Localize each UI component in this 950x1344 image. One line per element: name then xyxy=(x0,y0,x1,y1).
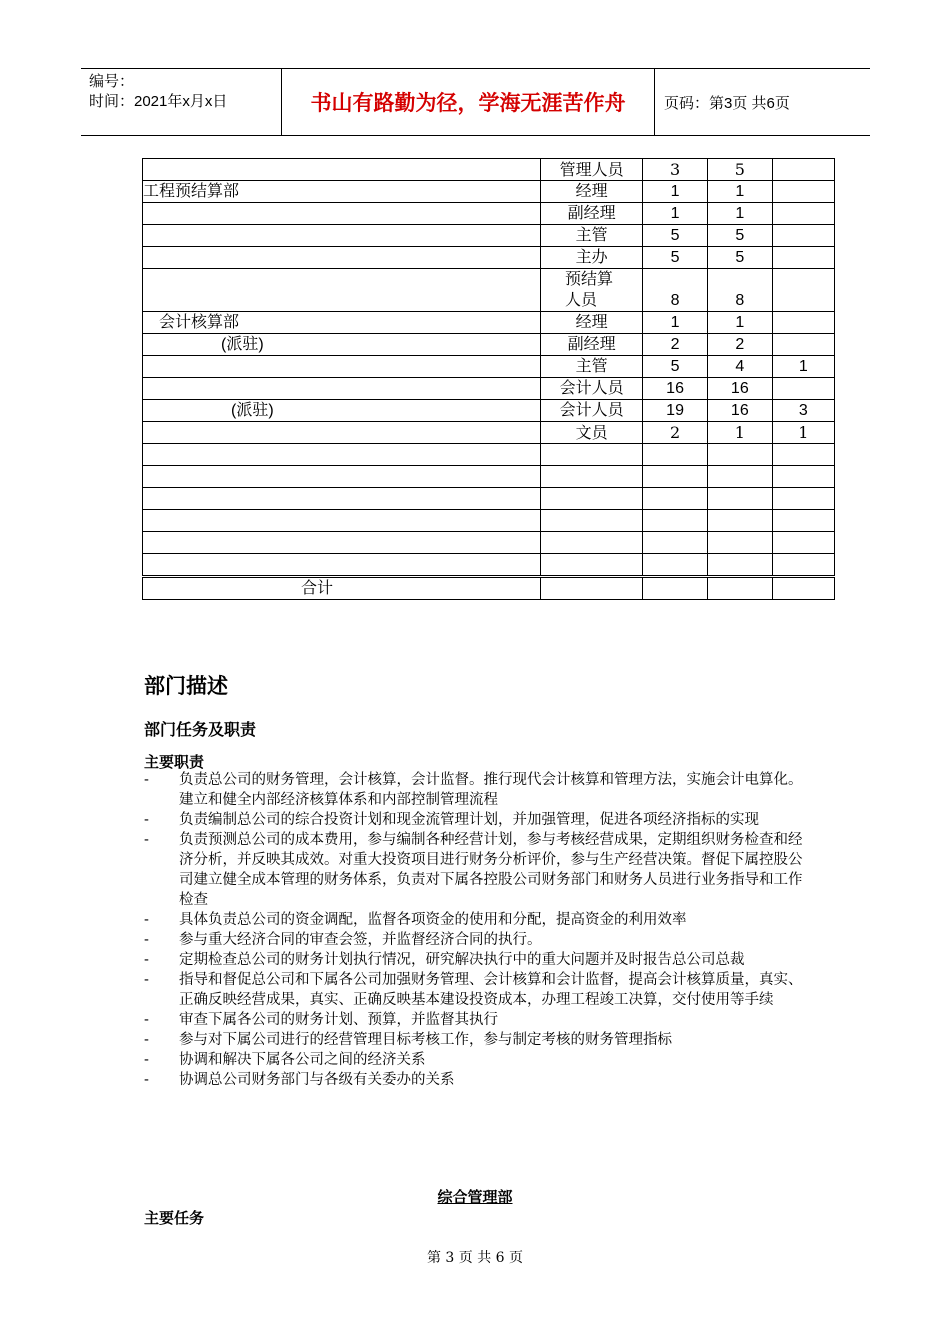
count-a-cell xyxy=(643,488,708,510)
count-b-cell xyxy=(707,510,772,532)
role-cell xyxy=(541,554,643,577)
bullet-dash: - xyxy=(144,972,149,988)
role-cell: 经理 xyxy=(541,312,643,334)
count-c-cell xyxy=(772,225,834,247)
count-c-cell xyxy=(772,488,834,510)
role-cell: 主办 xyxy=(541,247,643,269)
bullet-dash: - xyxy=(144,1012,149,1028)
dept-cell xyxy=(143,422,541,444)
count-a-cell: 3 xyxy=(643,159,708,181)
duty-item xyxy=(144,810,814,830)
table-row xyxy=(143,334,835,356)
document-date: 时间：2021年x月x日 xyxy=(89,93,228,110)
count-a-cell: 5 xyxy=(643,247,708,269)
dept-cell xyxy=(143,554,541,577)
duty-item xyxy=(144,770,814,810)
count-c-cell xyxy=(772,312,834,334)
dept-cell xyxy=(143,159,541,181)
count-b-cell: 1 xyxy=(707,203,772,225)
count-c-cell xyxy=(772,466,834,488)
duty-text: 协调和解决下属各公司之间的经济关系 xyxy=(179,1052,426,1068)
section-title: 部门描述 xyxy=(144,675,228,698)
count-c-cell xyxy=(772,269,834,312)
count-c-cell xyxy=(772,510,834,532)
count-b-cell xyxy=(707,444,772,466)
duty-item xyxy=(144,910,814,930)
page-header xyxy=(81,68,870,136)
header-motto: 书山有路勤为径，学海无涯苦作舟 xyxy=(282,69,655,135)
count-a-cell xyxy=(643,510,708,532)
duty-text: 负责编制总公司的综合投资计划和现金流管理计划，并加强管理，促进各项经济指标的实现 xyxy=(179,812,759,828)
dept-cell xyxy=(143,466,541,488)
table-row xyxy=(143,488,835,510)
dept-cell xyxy=(143,247,541,269)
bullet-dash: - xyxy=(144,952,149,968)
duty-item xyxy=(144,1030,814,1050)
table-row xyxy=(143,400,835,422)
table-row xyxy=(143,466,835,488)
table-row xyxy=(143,378,835,400)
count-b-cell xyxy=(707,554,772,577)
table-row xyxy=(143,356,835,378)
role-cell xyxy=(541,510,643,532)
count-b-cell: 1 xyxy=(707,312,772,334)
duty-text: 指导和督促总公司和下属各公司加强财务管理、会计核算和会计监督，提高会计核算质量，真实、正确反映经营成果，真实、正确反映基本建设投资成本，办理工程竣工决算，交付使用等手续 xyxy=(179,972,803,1008)
total-row xyxy=(143,577,835,600)
total-cell xyxy=(643,577,708,600)
role-cell xyxy=(541,532,643,554)
section-subtitle: 部门任务及职责 xyxy=(144,722,257,739)
dept-cell xyxy=(143,444,541,466)
role-cell: 管理人员 xyxy=(541,159,643,181)
duty-item xyxy=(144,1050,814,1070)
count-a-cell: 8 xyxy=(643,269,708,312)
duty-text: 协调总公司财务部门与各级有关委办的关系 xyxy=(179,1072,455,1088)
table-row xyxy=(143,269,835,312)
dept-heading-text: 综合管理部 xyxy=(437,1188,513,1206)
role-cell: 副经理 xyxy=(541,334,643,356)
count-b-cell: 5 xyxy=(707,247,772,269)
duty-item xyxy=(144,1070,814,1090)
dept-cell xyxy=(143,378,541,400)
dept-cell xyxy=(143,269,541,312)
duty-text: 具体负责总公司的资金调配，监督各项资金的使用和分配，提高资金的利用效率 xyxy=(179,912,687,928)
total-cell xyxy=(707,577,772,600)
count-a-cell xyxy=(643,466,708,488)
role-cell: 会计人员 xyxy=(541,400,643,422)
count-a-cell xyxy=(643,554,708,577)
table-row xyxy=(143,554,835,577)
count-b-cell: 16 xyxy=(707,378,772,400)
bullet-dash: - xyxy=(144,932,149,948)
role-cell: 会计人员 xyxy=(541,378,643,400)
duty-text: 审查下属各公司的财务计划、预算，并监督其执行 xyxy=(179,1012,498,1028)
dept-heading xyxy=(0,1186,950,1207)
dept-cell xyxy=(143,510,541,532)
dept-cell: 工程预结算部 xyxy=(143,181,541,203)
bullet-dash: - xyxy=(144,1032,149,1048)
total-cell xyxy=(772,577,834,600)
count-a-cell: 1 xyxy=(643,203,708,225)
duty-text: 负责总公司的财务管理，会计核算，会计监督。推行现代会计核算和管理方法，实施会计电算化。建立和健全内部经济核算体系和内部控制管理流程 xyxy=(179,772,803,808)
count-a-cell: 19 xyxy=(643,400,708,422)
role-cell: 文员 xyxy=(541,422,643,444)
duty-item xyxy=(144,930,814,950)
count-c-cell xyxy=(772,159,834,181)
total-cell xyxy=(541,577,643,600)
dept-cell xyxy=(143,532,541,554)
role-cell xyxy=(541,488,643,510)
duty-item xyxy=(144,830,814,910)
header-page-number: 页码：第3页 共6页 xyxy=(664,94,790,112)
count-b-cell: 1 xyxy=(707,181,772,203)
count-c-cell xyxy=(772,247,834,269)
dept-cell xyxy=(143,488,541,510)
bullet-dash: - xyxy=(144,1052,149,1068)
task-heading: 主要任务 xyxy=(144,1209,205,1227)
duty-text: 参与对下属公司进行的经营管理目标考核工作，参与制定考核的财务管理指标 xyxy=(179,1032,672,1048)
count-b-cell xyxy=(707,488,772,510)
duty-item xyxy=(144,950,814,970)
count-a-cell: 16 xyxy=(643,378,708,400)
dept-cell: (派驻) xyxy=(143,400,541,422)
count-b-cell: 16 xyxy=(707,400,772,422)
table-row xyxy=(143,312,835,334)
table-row xyxy=(143,444,835,466)
count-b-cell: 4 xyxy=(707,356,772,378)
count-c-cell: 1 xyxy=(772,356,834,378)
bullet-dash: - xyxy=(144,912,149,928)
count-c-cell xyxy=(772,532,834,554)
role-cell: 副经理 xyxy=(541,203,643,225)
table-row xyxy=(143,510,835,532)
count-b-cell: 5 xyxy=(707,225,772,247)
role-cell xyxy=(541,444,643,466)
role-cell: 预结算人员 xyxy=(541,269,643,312)
duty-text: 负责预测总公司的成本费用，参与编制各种经营计划，参与考核经营成果，定期组织财务检查和经济分析，并反映其成效。对重大投资项目进行财务分析评价，参与生产经营决策。督促下属控股公司建立健全成本管理的财务体系，负责对下属各控股公司财务部门和财务人员进行业务指导和工作检查 xyxy=(179,832,803,908)
table-row xyxy=(143,203,835,225)
count-b-cell xyxy=(707,532,772,554)
dept-cell: 会计核算部 xyxy=(143,312,541,334)
count-a-cell xyxy=(643,532,708,554)
total-label: 合计 xyxy=(143,577,541,600)
count-a-cell: 1 xyxy=(643,181,708,203)
dept-cell xyxy=(143,225,541,247)
role-cell: 经理 xyxy=(541,181,643,203)
count-c-cell xyxy=(772,444,834,466)
count-a-cell: 2 xyxy=(643,334,708,356)
document-number: 编号： xyxy=(89,73,135,90)
count-b-cell: 5 xyxy=(707,159,772,181)
table-row xyxy=(143,247,835,269)
count-a-cell: 5 xyxy=(643,356,708,378)
role-cell: 主管 xyxy=(541,225,643,247)
role-cell: 主管 xyxy=(541,356,643,378)
bullet-dash: - xyxy=(144,772,149,788)
table-row xyxy=(143,422,835,444)
main-duty-heading: 主要职责 xyxy=(144,753,205,771)
count-c-cell xyxy=(772,203,834,225)
role-cell xyxy=(541,466,643,488)
dept-cell xyxy=(143,203,541,225)
count-c-cell: 1 xyxy=(772,422,834,444)
duty-text: 参与重大经济合同的审查会签，并监督经济合同的执行。 xyxy=(179,932,542,948)
staffing-table xyxy=(142,158,835,600)
bullet-dash: - xyxy=(144,832,149,848)
count-a-cell xyxy=(643,444,708,466)
dept-cell: (派驻) xyxy=(143,334,541,356)
count-c-cell xyxy=(772,554,834,577)
table-row xyxy=(143,532,835,554)
table-row xyxy=(143,225,835,247)
count-b-cell: 8 xyxy=(707,269,772,312)
bullet-dash: - xyxy=(144,812,149,828)
duty-item xyxy=(144,1010,814,1030)
table-row xyxy=(143,159,835,181)
dept-cell xyxy=(143,356,541,378)
count-a-cell: 1 xyxy=(643,312,708,334)
count-c-cell xyxy=(772,378,834,400)
count-a-cell: 2 xyxy=(643,422,708,444)
page-footer: 第 3 页 共 6 页 xyxy=(426,1250,524,1266)
count-b-cell: 1 xyxy=(707,422,772,444)
duty-text: 定期检查总公司的财务计划执行情况，研究解决执行中的重大问题并及时报告总公司总裁 xyxy=(179,952,745,968)
count-a-cell: 5 xyxy=(643,225,708,247)
table-row xyxy=(143,181,835,203)
count-c-cell xyxy=(772,334,834,356)
count-b-cell xyxy=(707,466,772,488)
duty-list xyxy=(144,770,814,1090)
bullet-dash: - xyxy=(144,1072,149,1088)
header-meta xyxy=(81,69,282,135)
count-c-cell xyxy=(772,181,834,203)
count-c-cell: 3 xyxy=(772,400,834,422)
duty-item xyxy=(144,970,814,1010)
count-b-cell: 2 xyxy=(707,334,772,356)
